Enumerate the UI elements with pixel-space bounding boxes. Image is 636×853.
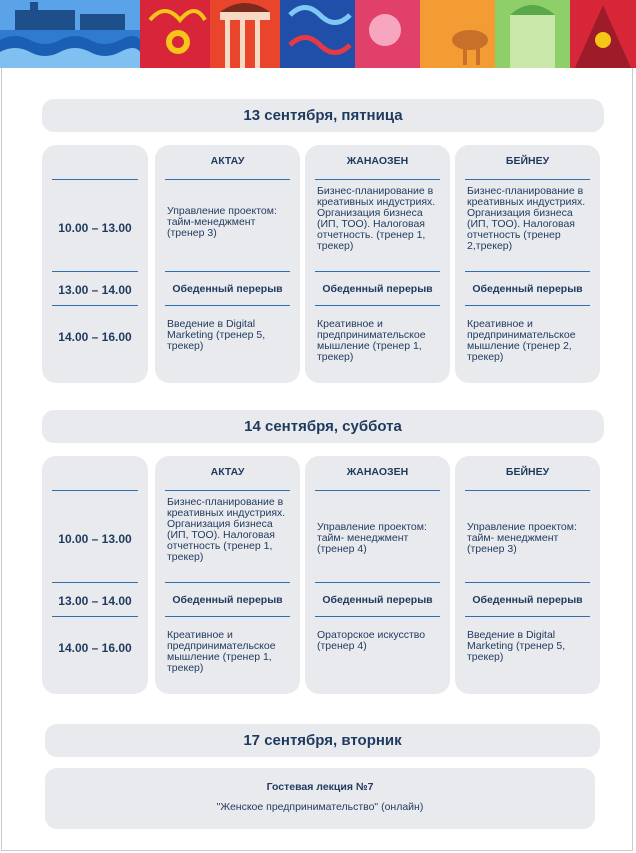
divider xyxy=(465,582,590,583)
day2-aktau-slot-1: Бизнес-планирование в креативных индустриях. Организация бизнеса (ИП, ТОО). Налоговая отчетность (тренер 1, трекер) xyxy=(167,496,286,563)
day1-aktau-slot-1: Управление проектом: тайм-менеджмент (тренер 3) xyxy=(167,205,277,239)
day2-beineu-slot-1: Управление проектом: тайм- менеджмент (тренер 3) xyxy=(467,521,577,555)
divider xyxy=(165,582,290,583)
divider xyxy=(315,582,440,583)
day3-date-heading: 17 сентября, вторник xyxy=(45,724,600,757)
divider xyxy=(315,271,440,272)
divider xyxy=(165,271,290,272)
divider xyxy=(465,616,590,617)
header-banner xyxy=(0,0,636,68)
day2-zhanaozen-lunch: Обеденный перерыв xyxy=(322,594,433,606)
day1-zhanaozen-slot-3: Креативное и предпринимательское мышление (тренер 1, трекер) xyxy=(317,318,426,363)
day1-aktau-lunch: Обеденный перерыв xyxy=(172,283,283,295)
divider xyxy=(465,271,590,272)
guest-lecture-title: Гостевая лекция №7 xyxy=(266,781,374,793)
divider xyxy=(465,490,590,491)
day1-column-beineu xyxy=(455,145,600,383)
day1-zhanaozen-lunch: Обеденный перерыв xyxy=(322,283,433,295)
divider xyxy=(165,490,290,491)
divider xyxy=(52,490,138,491)
day1-beineu-slot-1: Бизнес-планирование в креативных индустриях. Организация бизнеса (ИП, ТОО). Налоговая отчетность (тренер 2,трекер) xyxy=(467,185,586,252)
day2-column-aktau xyxy=(155,456,300,694)
day2-time-slot-2: 13.00 – 14.00 xyxy=(58,594,132,608)
day1-column-aktau xyxy=(155,145,300,383)
divider xyxy=(315,179,440,180)
day2-column-header-beineu: БЕЙНЕУ xyxy=(505,466,550,478)
day2-time-slot-1: 10.00 – 13.00 xyxy=(58,532,132,546)
day1-column-header-aktau: АКТАУ xyxy=(210,155,245,167)
day1-column-zhanaozen xyxy=(305,145,450,383)
divider xyxy=(52,305,138,306)
day2-time-column xyxy=(42,456,148,694)
day1-time-slot-2: 13.00 – 14.00 xyxy=(58,283,132,297)
divider xyxy=(315,490,440,491)
day1-date-heading: 13 сентября, пятница xyxy=(42,99,604,132)
guest-lecture-card xyxy=(45,768,595,829)
divider xyxy=(52,616,138,617)
divider xyxy=(165,305,290,306)
day2-column-header-aktau: АКТАУ xyxy=(210,466,245,478)
day1-beineu-slot-3: Креативное и предпринимательское мышление (тренер 2, трекер) xyxy=(467,318,576,363)
divider xyxy=(52,179,138,180)
day2-beineu-slot-3: Введение в Digital Marketing (тренер 5, трекер) xyxy=(467,629,566,663)
divider xyxy=(465,305,590,306)
divider xyxy=(165,179,290,180)
day1-aktau-slot-3: Введение в Digital Marketing (тренер 5, трекер) xyxy=(167,318,266,352)
divider xyxy=(465,179,590,180)
day1-beineu-lunch: Обеденный перерыв xyxy=(472,283,583,295)
day2-time-slot-3: 14.00 – 16.00 xyxy=(58,641,132,655)
divider xyxy=(315,305,440,306)
day2-date-heading: 14 сентября, суббота xyxy=(42,410,604,443)
day1-time-column xyxy=(42,145,148,383)
day2-aktau-slot-3: Креативное и предпринимательское мышление (тренер 1, трекер) xyxy=(167,629,276,674)
day2-aktau-lunch: Обеденный перерыв xyxy=(172,594,283,606)
day1-column-header-zhanaozen: ЖАНАОЗЕН xyxy=(346,155,409,167)
divider xyxy=(52,271,138,272)
banner-illustration xyxy=(0,0,636,68)
divider xyxy=(315,616,440,617)
day2-column-beineu xyxy=(455,456,600,694)
day2-column-zhanaozen xyxy=(305,456,450,694)
day1-zhanaozen-slot-1: Бизнес-планирование в креативных индустриях. Организация бизнеса (ИП, ТОО). Налоговая отчетность. (тренер 1, трекер) xyxy=(317,185,436,252)
divider xyxy=(165,616,290,617)
guest-lecture-topic: "Женское предпринимательство" (онлайн) xyxy=(216,801,424,813)
day1-time-slot-3: 14.00 – 16.00 xyxy=(58,330,132,344)
day2-zhanaozen-slot-3: Ораторское искусство (тренер 4) xyxy=(317,629,426,652)
day2-zhanaozen-slot-1: Управление проектом: тайм- менеджмент (тренер 4) xyxy=(317,521,427,555)
day1-column-header-beineu: БЕЙНЕУ xyxy=(505,155,550,167)
day1-time-slot-1: 10.00 – 13.00 xyxy=(58,221,132,235)
day2-column-header-zhanaozen: ЖАНАОЗЕН xyxy=(346,466,409,478)
day2-beineu-lunch: Обеденный перерыв xyxy=(472,594,583,606)
divider xyxy=(52,582,138,583)
